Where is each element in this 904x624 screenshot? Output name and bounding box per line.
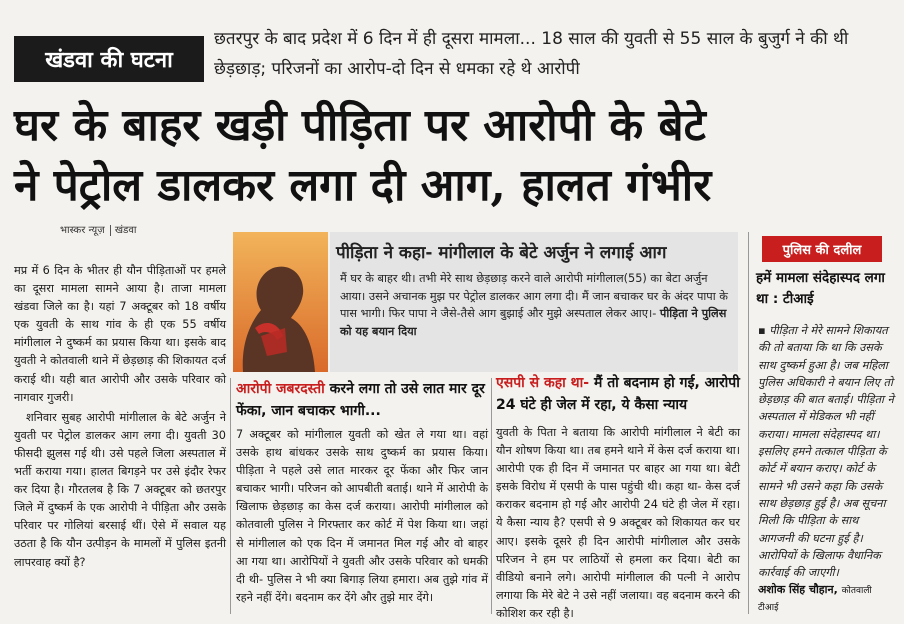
quote-source: पीड़िता ने पुलिस को यह बयान दिया [340,307,727,338]
officer-rank: टीआई [758,603,779,613]
divider [230,378,231,614]
sidebar-signature [758,582,898,616]
divider [748,232,749,614]
section-3-heading-rest: मैं तो बदनाम हो गई, आरोपी 24 घंटे ही जेल में रहा, ये कैसा न्याय [496,375,740,413]
headline-line-1: घर के बाहर खड़ी पीड़िता पर आरोपी के बेटे [14,100,706,151]
sidebar-body: ▪ पीड़िता ने मेरे सामने शिकायत की तो बताया कि था कि उसके साथ दुष्कर्म हुआ है। जब महिला पुलिस अधिकारी ने बयान लिए तो छेड़छाड़ की बात बताई। पीड़िता ने अस्पताल में मेडिकल भी नहीं कराया। मामला संदेहास्पद था। इसलिए हमने तत्काल पीड़िता के कोर्ट में बयान कराए। कोर्ट के सामने भी उसने कहा कि उसके साथ छेड़छाड़ हुई है। अब सूचना मिली कि पीड़िता के साथ आगजनी की घटना हुई है। आरोपियों के खिलाफ वैधानिक कार्रवाई की जाएगी। [758,324,894,580]
story-deck: छतरपुर के बाद प्रदेश में 6 दिन में ही दूसरा मामला... 18 साल की युवती से 55 साल के बुजुर्ग ने की थी छेड़छाड़; परिजनों का आरोप-दो दिन से धमका रहे थे आरोपी [214,29,849,79]
byline [60,222,137,236]
byline-location: खंडवा [110,225,137,236]
headline-line-2: ने पेट्रोल डालकर लगा दी आग, हालत गंभीर [14,160,712,211]
divider [491,378,492,614]
headline [14,96,894,216]
quote-body [340,270,732,340]
column-1 [14,262,226,574]
story-tag: खंडवा की घटना [14,36,204,82]
section-3-heading-red: एसपी से कहा था- [496,375,590,391]
sidebar-tag: पुलिस की दलील [762,236,882,262]
officer-station: कोतवाली [841,586,872,596]
section-2-heading-rest: करने लगा तो उसे लात मार दूर फेंका, जान बचाकर भागी... [236,381,485,419]
victim-illustration [233,232,328,372]
quote-heading: पीड़िता ने कहा- मांगीलाल के बेटे अर्जुन ने लगाई आग [336,243,667,263]
sidebar-title: हमें मामला संदेहास्पद लगा था : टीआई [756,270,885,307]
section-2-heading [236,378,488,422]
silhouette-illustration [233,232,328,372]
section-2-heading-red: आरोपी जबरदस्ती [236,381,325,397]
section-2-body: 7 अक्टूबर को मांगीलाल युवती को खेत ले गया था। वहां उसके हाथ बांधकर उसके साथ दुष्कर्म का प्रयास किया। पीड़िता ने पहले उसे लात मारकर दूर फेंका और फिर जान बचाकर भागी। परिजन को आपबीती बताई। थाने में आरोपी के खिलाफ छेड़छाड़ का केस दर्ज कराया। आरोपी मांगीलाल को कोतवाली पुलिस ने गिरफ्तार कर कोर्ट में पेश किया था। जहां से मांगीलाल को एक दिन में जमानत मिल गई और वो बाहर आ गया था। आरोपियों ने युवती और उसके परिवार को धमकी दी थी- पुलिस ने भी क्या बिगाड़ लिया हमारा। अब तुझे गांव में रहने नहीं देंगे। बदनाम कर देंगे और तुझे मार देंगे। [236,428,488,604]
column-1-para-2: शनिवार सुबह आरोपी मांगीलाल के बेटे अर्जुन ने युवती पर पेट्रोल डालकर आग लगा दी। युवती 30 फीसदी झुलस गई थी। उसे पहले जिला अस्पताल में भर्ती कराया गया। हालत बिगड़ने पर उसे इंदौर रेफर कर दिया है। गौरतलब है कि 7 अक्टूबर को छतरपुर जिले में दुष्कर्म के एक आरोपी ने पीड़िता और उसके परिवार पर गोलियां बरसाई थीं। ऐसे में सवाल यह उठता है कि यौन उत्पीड़न के मामलों में पुलिस इतनी लापरवाह क्यों है? [14,410,226,569]
officer-name: अशोक सिंह चौहान, [758,583,838,596]
byline-agency: भास्कर न्यूज़ [60,225,105,236]
column-1-para-1: मप्र में 6 दिन के भीतर ही यौन पीड़िताओं पर हमले का दूसरा मामला सामने आया है। ताजा मामला खंडवा जिले का है। यहां 7 अक्टूबर को 18 वर्षीय एक युवती के साथ गांव के ही एक 55 वर्षीय मांगीलाल ने दुष्कर्म का प्रयास किया था। इसके बाद युवती ने कोतवाली थाने में छेड़छाड़ की शिकायत दर्ज कराई थी। यही बात आरोपी और उसके परिवार को नागवार गुजरी। [14,264,226,404]
section-3-body: युवती के पिता ने बताया कि आरोपी मांगीलाल ने बेटी का यौन शोषण किया था। तब हमने थाने में केस दर्ज कराया था। आरोपी एक ही दिन में जमानत पर बाहर आ गया था। बेटी इसके विरोध में एसपी के पास पहुंची थी। कहा था- केस दर्ज कराकर बदनाम हो गई और आरोपी 24 घंटे ही जेल में रहा। ये कैसा न्याय है? एसपी से 9 अक्टूबर को शिकायत कर घर आए। इसके दूसरे ही दिन आरोपी मांगीलाल और उसके परिजन ने हम पर लाठियों से हमला कर दिया। बेटी का वीडियो बनाने लगे। आरोपी मांगीलाल की पत्नी ने आरोप लगाया कि मेरे बेटे ने उसे नहीं जलाया। वह बदनाम करने की कोशिश कर रही है। [496,426,740,620]
section-3-heading [496,372,740,416]
quote-text: मैं घर के बाहर थी। तभी मेरे साथ छेड़छाड़ करने वाले आरोपी मांगीलाल(55) का बेटा अर्जुन आया। उसने अचानक मुझ पर पेट्रोल डालकर आग लगा दी। मैं जान बचाकर घर के अंदर पापा के पास भागी। फिर पापा ने जैसे-तैसे आग बुझाई और मुझे अस्पताल लेकर आए।- [340,272,728,320]
